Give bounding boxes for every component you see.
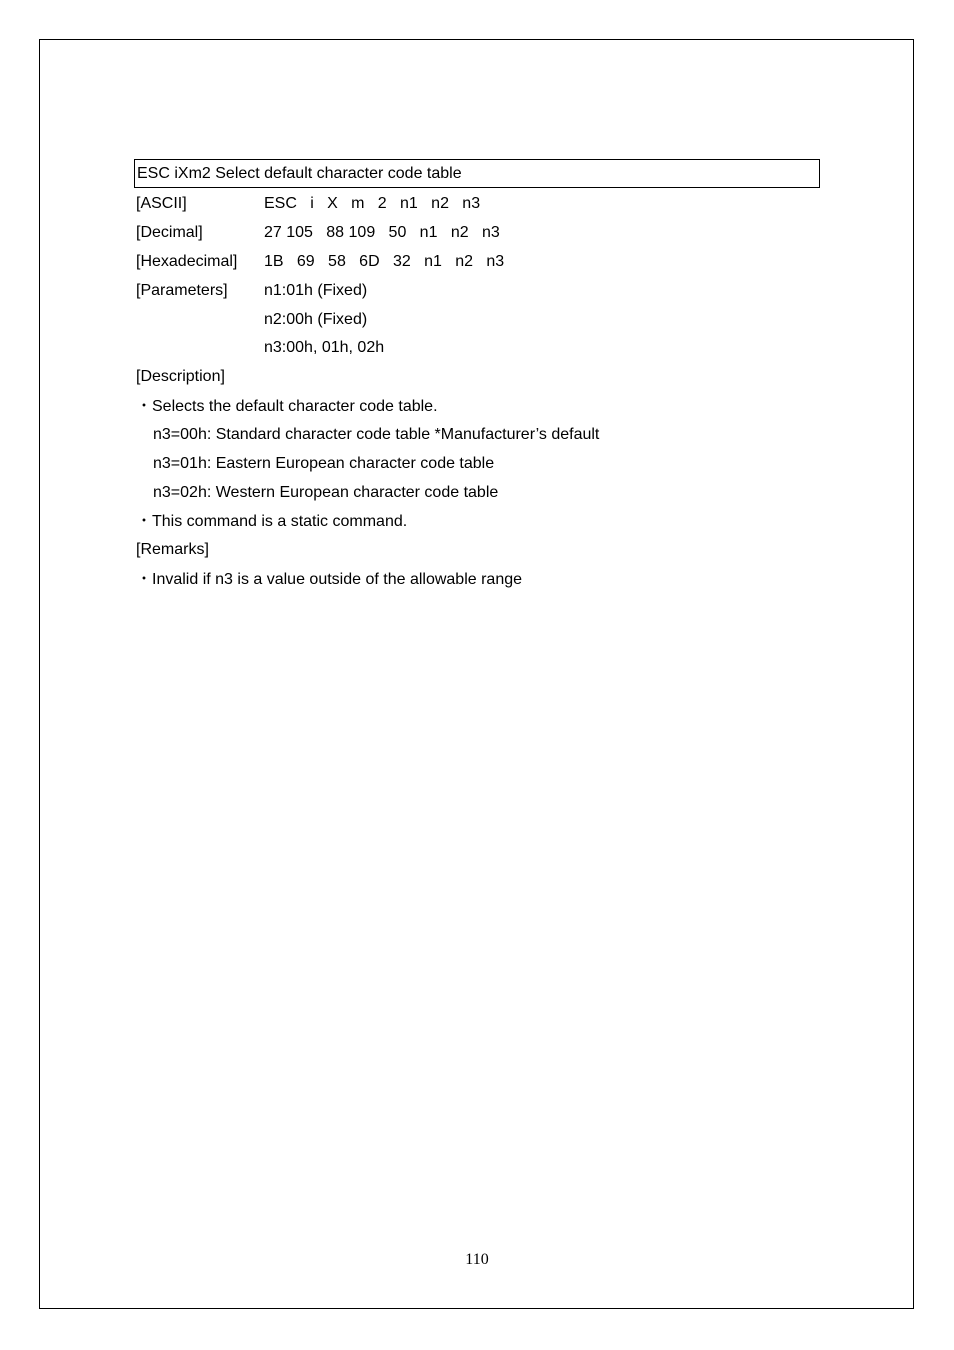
- description-bullet-2: ・This command is a static command.: [136, 513, 408, 530]
- description-option: n3=02h: Western European character code table: [153, 484, 499, 501]
- page-number: 110: [465, 1251, 489, 1268]
- description-option: n3=00h: Standard character code table *Manufacturer’s default: [153, 426, 600, 443]
- parameter-item: n1:01h (Fixed): [264, 282, 368, 299]
- remarks-bullet: ・Invalid if n3 is a value outside of the allowable range: [136, 571, 523, 588]
- description-option: n3=01h: Eastern European character code table: [153, 455, 495, 472]
- description-heading: [Description]: [136, 368, 225, 385]
- description-bullet-1: ・Selects the default character code table.: [136, 398, 438, 415]
- parameters-label: [Parameters]: [136, 282, 228, 299]
- hexadecimal-label: [Hexadecimal]: [136, 253, 238, 270]
- decimal-label: [Decimal]: [136, 224, 203, 241]
- parameter-item: n3:00h, 01h, 02h: [264, 339, 385, 356]
- ascii-label: [ASCII]: [136, 195, 187, 212]
- parameter-item: n2:00h (Fixed): [264, 311, 368, 328]
- hexadecimal-value: 1B 69 58 6D 32 n1 n2 n3: [264, 253, 505, 270]
- command-title: ESC iXm2 Select default character code table: [134, 159, 820, 188]
- decimal-value: 27 105 88 109 50 n1 n2 n3: [264, 224, 500, 241]
- remarks-heading: [Remarks]: [136, 541, 209, 558]
- ascii-value: ESC i X m 2 n1 n2 n3: [264, 195, 481, 212]
